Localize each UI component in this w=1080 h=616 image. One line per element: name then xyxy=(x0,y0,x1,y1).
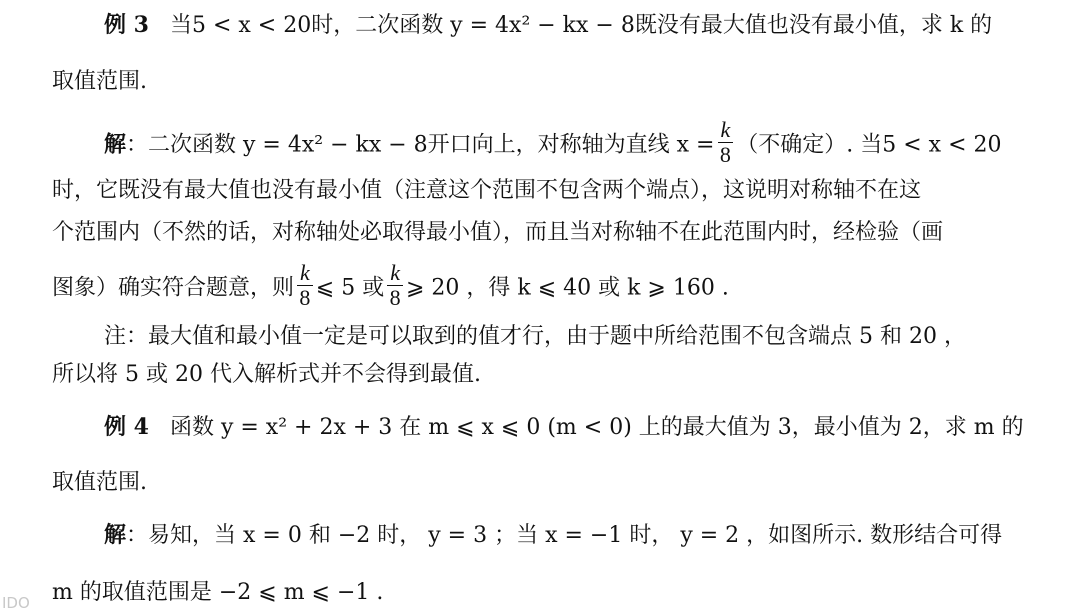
solution-3-line-1 xyxy=(104,117,1042,170)
fraction-denominator: 8 xyxy=(299,285,311,310)
note-line-2: 所以将 5 或 20 代入解析式并不会得到最值. xyxy=(52,362,481,387)
fraction-k-over-8 xyxy=(718,118,734,167)
solution-3-label: 解 xyxy=(104,131,127,158)
solution-4-line-1 xyxy=(104,520,1042,551)
fraction-numerator: k xyxy=(387,261,403,286)
solution-4-text: ：易知，当 x = 0 和 −2 时， y = 3 ；当 x = −1 时， y = 2 ，如图所示. 数形结合可得 xyxy=(126,523,1003,548)
fraction-k-over-8-b xyxy=(387,261,403,310)
solution-4-label: 解 xyxy=(104,522,127,548)
fraction-denominator: 8 xyxy=(389,285,401,310)
solution-3-text-a: ：二次函数 y = 4x² − kx − 8开口向上，对称轴为直线 x = xyxy=(126,132,715,158)
watermark-logo: IDO xyxy=(2,594,30,612)
solution-3-line-2: 时，它既没有最大值也没有最小值（注意这个范围不包含两个端点），这说明对称轴不在这 xyxy=(52,178,922,203)
example-3-question-text: 当5 < x < 20时，二次函数 y = 4x² − kx − 8既没有最大值也没有最小值，求 k 的 xyxy=(169,13,993,38)
example-4-question-line-2: 取值范围. xyxy=(52,470,147,495)
example-4-question-text: 函数 y = x² + 2x + 3 在 m ⩽ x ⩽ 0 (m < 0) 上的最大值为 3，最小值为 2，求 m 的 xyxy=(169,415,1024,440)
solution-3-text-e: ⩾ 20 ，得 k ⩽ 40 或 k ⩾ 160 . xyxy=(405,275,729,301)
fraction-numerator: k xyxy=(718,118,734,143)
solution-3-line-3: 个范围内（不然的话，对称轴处必取得最小值），而且当对称轴不在此范围内时，经检验（画 xyxy=(52,220,944,245)
fraction-numerator: k xyxy=(297,261,313,286)
solution-3-line-4 xyxy=(52,260,1042,313)
fraction-k-over-8-a xyxy=(297,261,313,310)
example-3-question-line-2: 取值范围. xyxy=(52,69,147,94)
solution-3-text-c: 图象）确实符合题意，则 xyxy=(52,275,295,301)
example-3-question-line-1 xyxy=(104,10,1042,41)
example-4-question-line-1 xyxy=(104,412,1042,443)
example-3-label: 例 3 xyxy=(104,12,149,38)
solution-3-text-d: ⩽ 5 或 xyxy=(315,275,385,301)
example-4-label: 例 4 xyxy=(104,414,149,440)
solution-4-line-2: m 的取值范围是 −2 ⩽ m ⩽ −1 . xyxy=(52,580,384,605)
solution-3-text-b: （不确定）. 当5 < x < 20 xyxy=(736,132,1002,158)
fraction-denominator: 8 xyxy=(719,142,731,167)
note-line-1: 注：最大值和最小值一定是可以取到的值才行，由于题中所给范围不包含端点 5 和 20 ， xyxy=(104,324,966,349)
